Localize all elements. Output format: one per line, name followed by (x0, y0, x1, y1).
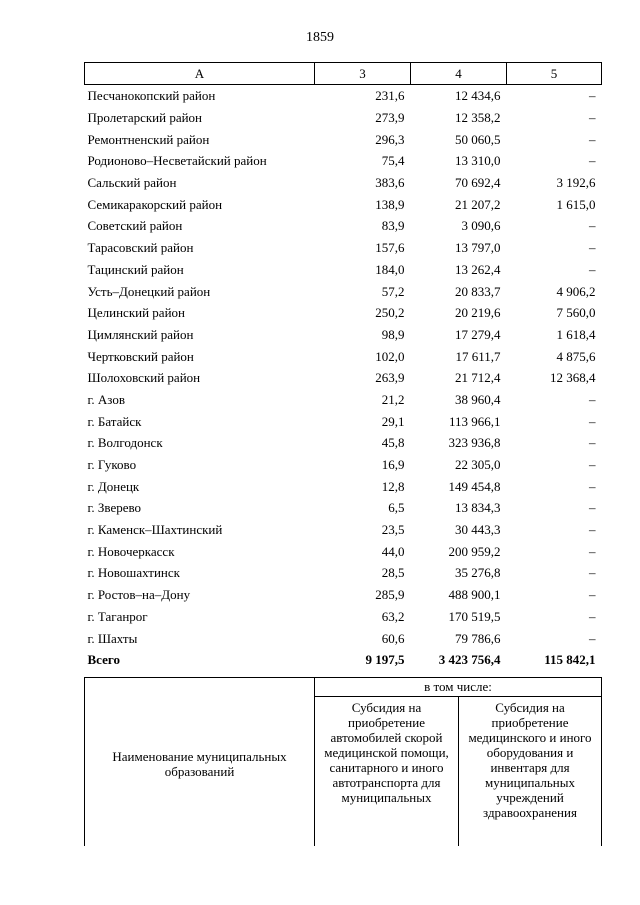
row-value-4: 17 611,7 (455, 348, 501, 364)
table-row (85, 410, 602, 432)
row-value-5: – (589, 435, 596, 451)
row-value-5: – (589, 630, 596, 646)
row-value-5: 7 560,0 (556, 305, 596, 321)
total-value-4: 3 423 756,4 (438, 652, 501, 668)
row-value-3: 16,9 (381, 457, 405, 473)
column-header-4: 4 (411, 63, 507, 85)
row-value-5: – (589, 565, 596, 581)
total-value-3: 9 197,5 (365, 652, 405, 668)
row-name: г. Волгодонск (87, 435, 163, 451)
including-header: в том числе: (315, 678, 602, 697)
row-value-4: 13 310,0 (455, 153, 501, 169)
row-value-4: 21 207,2 (455, 196, 501, 212)
table-row (85, 150, 602, 172)
subsidy-equipment-header: Субсидия на приобретение медицинского и иного оборудования и инвентаря для муниципальных учреждений здравоохранения (459, 697, 602, 851)
column-header-3: 3 (315, 63, 411, 85)
table-row (85, 519, 602, 541)
row-value-5: – (589, 413, 596, 429)
page-bottom-margin (0, 846, 640, 905)
row-value-3: 157,6 (375, 240, 405, 256)
row-value-4: 20 833,7 (455, 283, 501, 299)
row-value-3: 285,9 (375, 587, 405, 603)
row-name: Родионово–Несветайский район (87, 153, 267, 169)
row-value-3: 296,3 (375, 131, 405, 147)
row-value-4: 17 279,4 (455, 326, 501, 342)
row-name: г. Ростов–на–Дону (87, 587, 191, 603)
row-value-3: 98,9 (381, 326, 405, 342)
row-name: Тарасовский район (87, 240, 194, 256)
total-value-5: 115 842,1 (544, 652, 596, 668)
budget-table (84, 62, 602, 671)
table-row (85, 259, 602, 281)
row-value-3: 6,5 (388, 500, 405, 516)
row-value-3: 102,0 (375, 348, 405, 364)
table-row (85, 302, 602, 324)
table-row (85, 432, 602, 454)
total-label: Всего (87, 652, 120, 668)
row-value-5: 4 875,6 (556, 348, 596, 364)
page-number: 1859 (306, 30, 334, 45)
row-value-5: – (589, 391, 596, 407)
row-value-5: – (589, 131, 596, 147)
row-value-3: 273,9 (375, 110, 405, 126)
row-name: г. Таганрог (87, 608, 148, 624)
row-name: Семикаракорский район (87, 196, 223, 212)
row-name: Шолоховский район (87, 370, 201, 386)
table-row (85, 454, 602, 476)
table-row (85, 172, 602, 194)
table-header-row (85, 63, 602, 85)
row-name: Тацинский район (87, 261, 184, 277)
row-value-5: 1 615,0 (556, 196, 596, 212)
row-value-5: – (589, 608, 596, 624)
row-value-5: – (589, 88, 596, 104)
row-value-4: 38 960,4 (455, 391, 501, 407)
row-value-4: 12 434,6 (455, 88, 501, 104)
row-value-5: – (589, 261, 596, 277)
row-value-4: 113 966,1 (448, 413, 501, 429)
table-row (85, 193, 602, 215)
row-value-4: 20 219,6 (455, 305, 501, 321)
row-value-5: – (589, 457, 596, 473)
row-value-3: 44,0 (381, 543, 405, 559)
total-row (85, 649, 602, 671)
row-value-3: 250,2 (375, 305, 405, 321)
row-value-4: 323 936,8 (448, 435, 501, 451)
row-value-4: 22 305,0 (455, 457, 501, 473)
table-row (85, 280, 602, 302)
row-value-4: 21 712,4 (455, 370, 501, 386)
row-value-4: 35 276,8 (455, 565, 501, 581)
row-name: Ремонтненский район (87, 131, 210, 147)
row-name: Песчанокопский район (87, 88, 216, 104)
row-name: г. Батайск (87, 413, 142, 429)
row-value-5: – (589, 478, 596, 494)
row-value-3: 45,8 (381, 435, 405, 451)
row-value-4: 170 519,5 (448, 608, 501, 624)
row-value-4: 30 443,3 (455, 522, 501, 538)
table-row (85, 215, 602, 237)
row-value-4: 13 797,0 (455, 240, 501, 256)
row-name: г. Зверево (87, 500, 142, 516)
row-value-5: – (589, 522, 596, 538)
row-value-4: 149 454,8 (448, 478, 501, 494)
row-value-5: 3 192,6 (556, 175, 596, 191)
subsidy-header-table (84, 677, 602, 851)
row-value-3: 138,9 (375, 196, 405, 212)
row-value-3: 12,8 (381, 478, 405, 494)
column-header-5: 5 (507, 63, 602, 85)
row-value-5: – (589, 218, 596, 234)
row-value-3: 63,2 (381, 608, 405, 624)
table-row (85, 237, 602, 259)
row-name: г. Новошахтинск (87, 565, 180, 581)
table-row (85, 128, 602, 150)
row-value-4: 70 692,4 (455, 175, 501, 191)
row-value-4: 50 060,5 (455, 131, 501, 147)
row-value-3: 28,5 (381, 565, 405, 581)
row-value-4: 200 959,2 (448, 543, 501, 559)
table-row (85, 389, 602, 411)
row-name: г. Донецк (87, 478, 140, 494)
table-row (85, 324, 602, 346)
table-row (85, 367, 602, 389)
column-header-a: А (85, 63, 315, 85)
row-name: Усть–Донецкий район (87, 283, 211, 299)
table-row (85, 107, 602, 129)
row-value-3: 75,4 (381, 153, 405, 169)
row-name: Советский район (87, 218, 183, 234)
row-value-3: 23,5 (381, 522, 405, 538)
row-value-5: 12 368,4 (550, 370, 596, 386)
table-row (85, 497, 602, 519)
row-value-3: 231,6 (375, 88, 405, 104)
table-row (85, 584, 602, 606)
table-row (85, 345, 602, 367)
table-body (85, 85, 602, 671)
row-name: г. Шахты (87, 630, 138, 646)
row-value-5: – (589, 500, 596, 516)
row-value-5: 1 618,4 (556, 326, 596, 342)
row-name: Чертковский район (87, 348, 194, 364)
row-value-4: 13 834,3 (455, 500, 501, 516)
row-value-5: – (589, 110, 596, 126)
row-name: Пролетарский район (87, 110, 203, 126)
row-name: г. Азов (87, 391, 125, 407)
row-name: г. Новочеркасск (87, 543, 175, 559)
row-name: г. Гуково (87, 457, 137, 473)
row-value-3: 60,6 (381, 630, 405, 646)
row-value-4: 12 358,2 (455, 110, 501, 126)
row-value-5: – (589, 587, 596, 603)
row-value-3: 29,1 (381, 413, 405, 429)
row-value-5: – (589, 543, 596, 559)
row-value-3: 383,6 (375, 175, 405, 191)
table-row (85, 627, 602, 649)
row-value-5: 4 906,2 (556, 283, 596, 299)
municipal-name-header: Наименование муниципальных образований (85, 678, 315, 851)
table-row (85, 562, 602, 584)
row-value-3: 83,9 (381, 218, 405, 234)
table-row (85, 540, 602, 562)
table-row (85, 85, 602, 107)
row-value-3: 21,2 (381, 391, 405, 407)
row-value-3: 263,9 (375, 370, 405, 386)
table-row (85, 475, 602, 497)
row-value-4: 3 090,6 (461, 218, 501, 234)
row-name: Целинский район (87, 305, 185, 321)
row-value-3: 184,0 (375, 261, 405, 277)
row-value-3: 57,2 (381, 283, 405, 299)
subsidy-vehicles-header: Субсидия на приобретение автомобилей скорой медицинской помощи, санитарного и иного автотранспорта для муниципальных (315, 697, 459, 851)
row-value-4: 79 786,6 (455, 630, 501, 646)
row-name: г. Каменск–Шахтинский (87, 522, 223, 538)
row-name: Цимлянский район (87, 326, 194, 342)
row-value-5: – (589, 240, 596, 256)
row-value-4: 488 900,1 (448, 587, 501, 603)
row-name: Сальский район (87, 175, 177, 191)
row-value-5: – (589, 153, 596, 169)
row-value-4: 13 262,4 (455, 261, 501, 277)
table-row (85, 606, 602, 628)
